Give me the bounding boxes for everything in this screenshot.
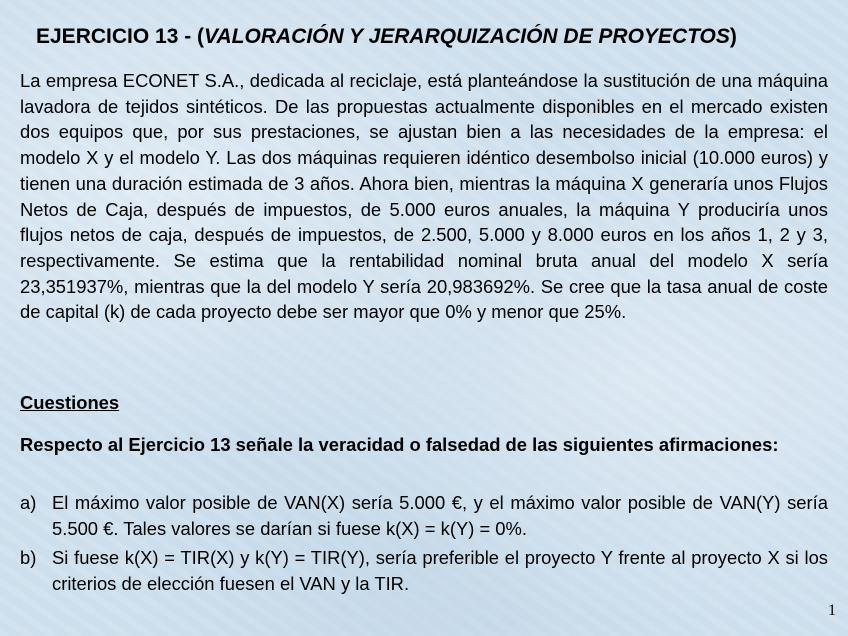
title-prefix: EJERCICIO 13 - ( — [36, 25, 205, 48]
question-instruction: Respecto al Ejercicio 13 señale la veracidad o falsedad de las siguientes afirmaciones: — [20, 434, 779, 455]
statement-text: Si fuese k(X) = TIR(X) y k(Y) = TIR(Y), sería preferible el proyecto Y frente al proyecto X si los criterios de elección fuesen el VAN y la TIR. — [52, 547, 828, 595]
statement-marker: b) — [20, 547, 37, 569]
title-suffix: ) — [729, 25, 737, 48]
title-subtitle: VALORACIÓN Y JERARQUIZACIÓN DE PROYECTOS — [204, 25, 730, 48]
statement-item-a — [20, 490, 828, 541]
statement-item-b — [20, 545, 828, 596]
problem-statement: La empresa ECONET S.A., dedicada al reciclaje, está planteándose la sustitución de una máquina lavadora de tejidos sintéticos. De las propuestas actualmente disponibles en el mercado existen dos equipos que, por sus prestaciones, se ajustan bien a las necesidades de la empresa: el modelo X y el modelo Y. Las dos máquinas requieren idéntico desembolso inicial (10.000 euros) y tienen una duración estimada de 3 años. Ahora bien, mientras la máquina X generaría unos Flujos Netos de Caja, después de impuestos, de 5.000 euros anuales, la máquina Y produciría unos flujos netos de caja, después de impuestos, de 2.500, 5.000 y 8.000 euros en los años 1, 2 y 3, respectivamente. Se estima que la rentabilidad nominal bruta anual del modelo X sería 23,351937%, mientras que la del modelo Y sería 20,983692%. Se cree que la tasa anual de coste de capital (k) de cada proyecto debe ser mayor que 0% y menor que 25%. — [20, 70, 828, 323]
section-heading-cuestiones: Cuestiones — [20, 392, 120, 413]
statement-list — [20, 490, 828, 601]
page-number: 1 — [828, 602, 836, 619]
exercise-title — [36, 24, 836, 50]
statement-text: El máximo valor posible de VAN(X) sería 5.000 €, y el máximo valor posible de VAN(Y) sería 5.500 €. Tales valores se darían si fuese k(X) = k(Y) = 0%. — [52, 492, 828, 539]
statement-marker: a) — [20, 492, 37, 513]
